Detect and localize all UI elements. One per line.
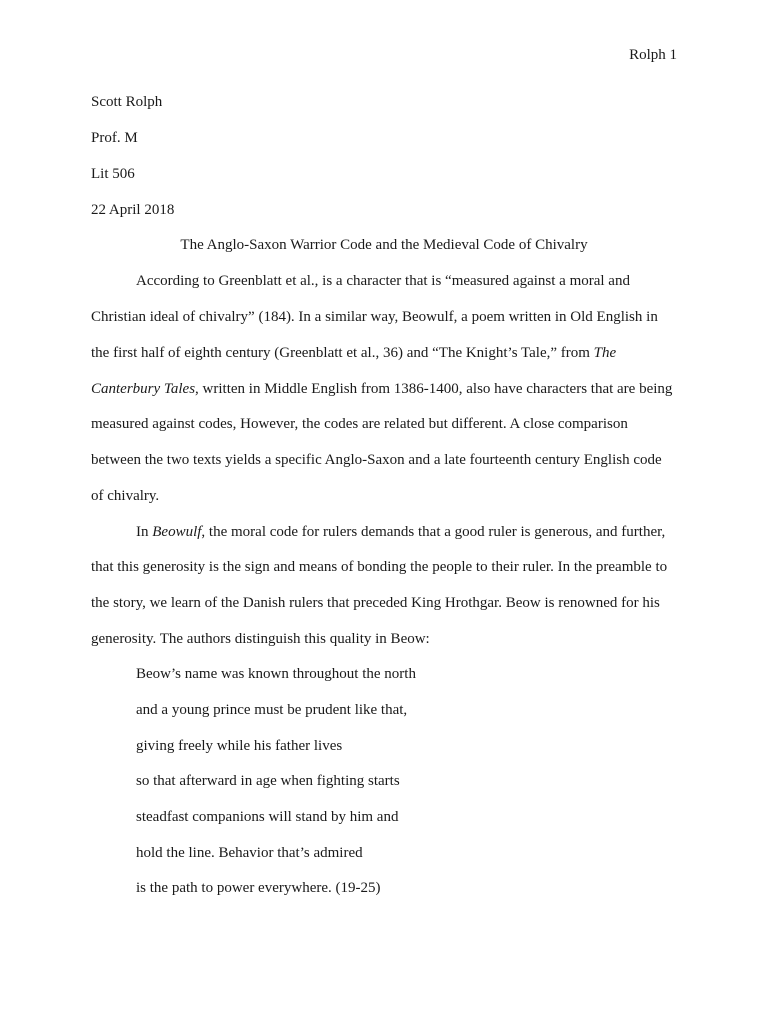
text-run: In [136, 524, 153, 540]
paragraph-line [91, 344, 616, 362]
quote-line: is the path to power everywhere. (19-25) [136, 880, 381, 896]
paragraph-line: the story, we learn of the Danish rulers that preceded King Hrothgar. Beow is renowned for his [91, 595, 660, 611]
quote-line: so that afterward in age when fighting starts [136, 773, 400, 789]
essay-title: The Anglo-Saxon Warrior Code and the Medieval Code of Chivalry [180, 237, 588, 253]
quote-line: giving freely while his father lives [136, 738, 343, 754]
paragraph-line [91, 380, 672, 398]
italic-title: Beowulf [152, 524, 202, 540]
paragraph-line: between the two texts yields a specific Anglo-Saxon and a late fourteenth century English code [91, 452, 662, 468]
text-run: , written in Middle English from 1386-1400, also have characters that are being [195, 381, 673, 397]
paragraph-line: Christian ideal of chivalry” (184). In a similar way, Beowulf, a poem written in Old English in [91, 309, 658, 325]
quote-line: Beow’s name was known throughout the north [136, 666, 416, 682]
paragraph-line: generosity. The authors distinguish this quality in Beow: [91, 631, 430, 647]
text-run: , the moral code for rulers demands that a good ruler is generous, and further, [201, 524, 666, 540]
paragraph-line: that this generosity is the sign and means of bonding the people to their ruler. In the preamble to [91, 559, 668, 575]
paragraph-line: of chivalry. [91, 488, 160, 504]
paragraph-line: measured against codes, However, the codes are related but different. A close comparison [91, 416, 628, 432]
course-name: Lit 506 [91, 166, 135, 182]
quote-line: and a young prince must be prudent like that, [136, 702, 408, 718]
paragraph-line: According to Greenblatt et al., is a character that is “measured against a moral and [136, 273, 630, 289]
essay-date: 22 April 2018 [91, 202, 175, 218]
quote-line: steadfast companions will stand by him and [136, 809, 399, 825]
author-name: Scott Rolph [91, 94, 163, 110]
paragraph-line [136, 523, 665, 541]
running-head: Rolph 1 [629, 47, 677, 63]
italic-title: The [593, 345, 617, 361]
quote-line: hold the line. Behavior that’s admired [136, 845, 363, 861]
instructor-name: Prof. M [91, 130, 138, 146]
italic-title: Canterbury Tales [91, 381, 196, 397]
text-run: the first half of eighth century (Greenblatt et al., 36) and “The Knight’s Tale,” from [91, 345, 594, 361]
